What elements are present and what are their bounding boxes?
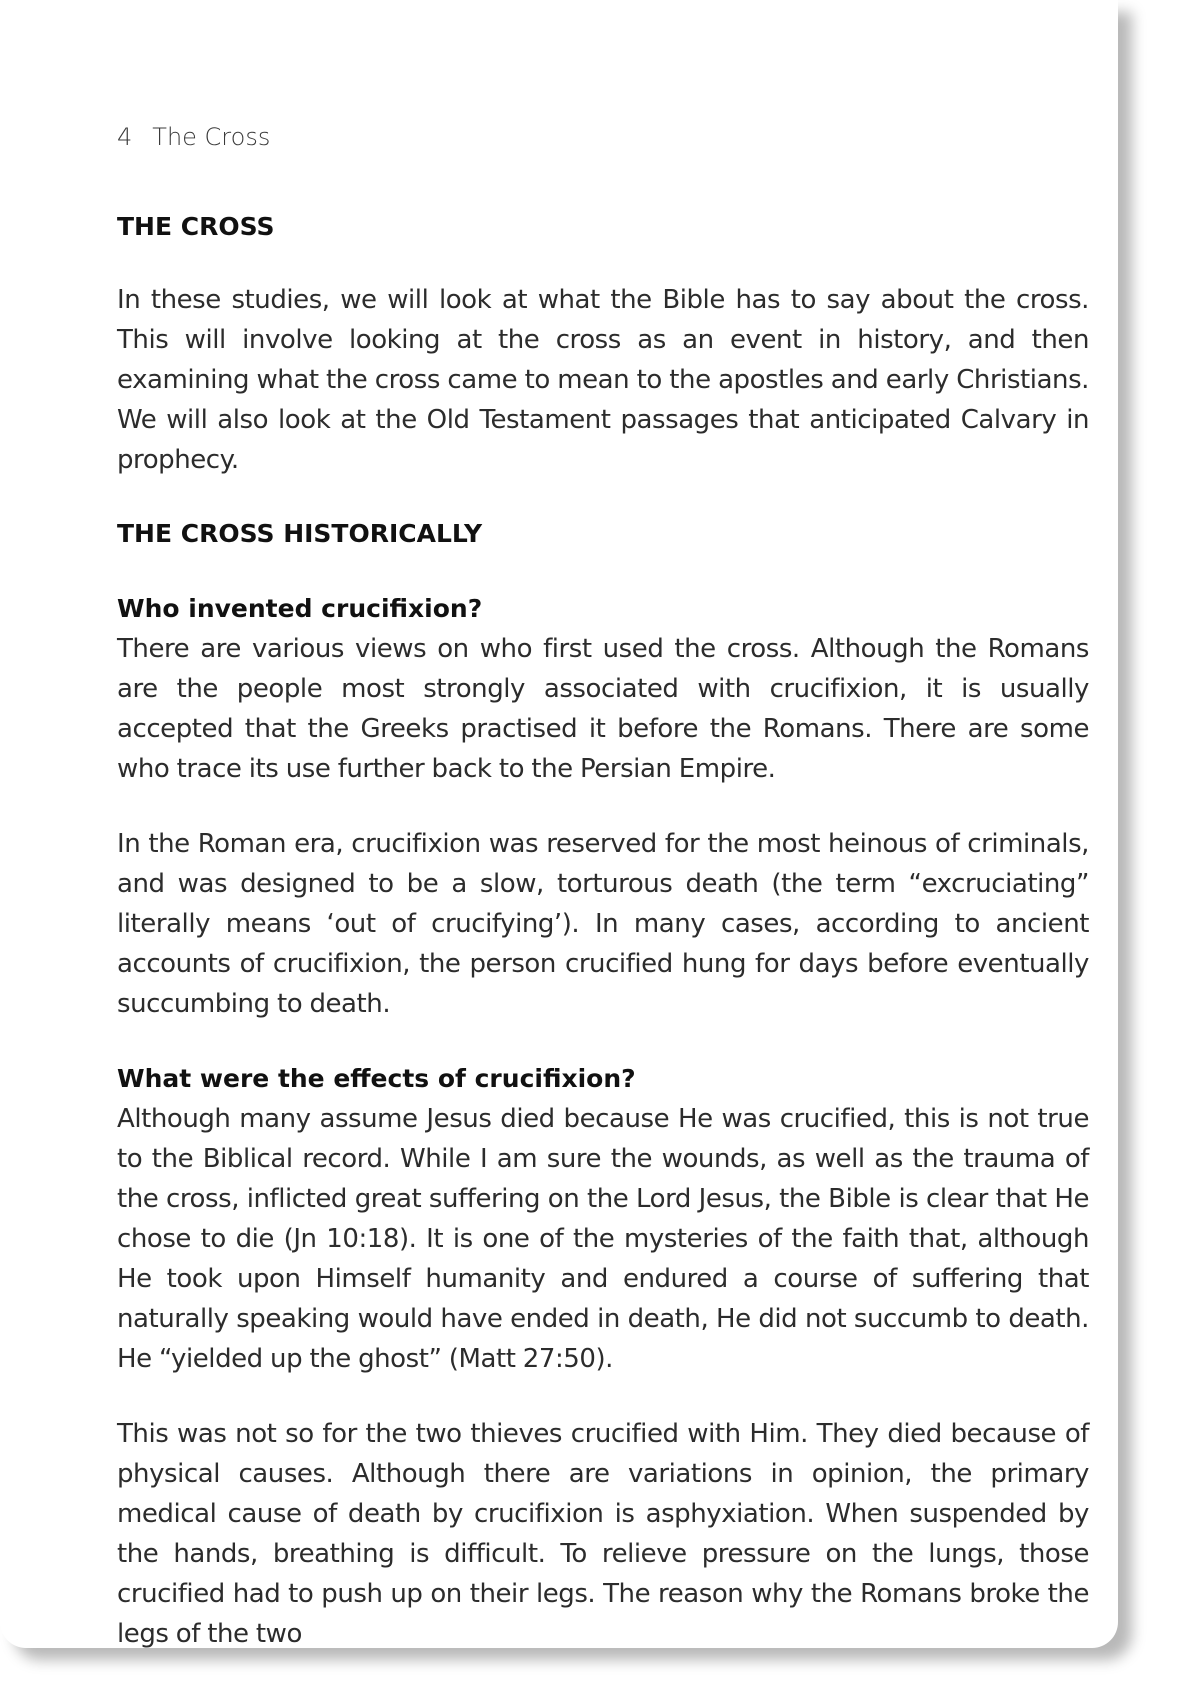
running-head-title: The Cross: [152, 123, 271, 151]
page-content: [117, 118, 1089, 1648]
paragraph-effects-1: Although many assume Jesus died because He was crucified, this is not true to the Biblical record. While I am sure the wounds, as well as the trauma of the cross, inflicted great suffering on the Lord Jesus, the Bible is clear that He chose to die (Jn 10:18). It is one of the mysteries of the faith that, although He took upon Himself humanity and endured a course of suffering that naturally speaking would have ended in death, He did not succumb to death. He “yielded up the ghost” (Matt 27:50).: [117, 1104, 1089, 1374]
subheading-who-invented: Who invented crucifixion?: [117, 594, 483, 623]
paragraph-who-invented-1: There are various views on who first used the cross. Although the Romans are the people most strongly associated with crucifixion, it is usually accepted that the Greeks practised it before the Romans. There are some who trace its use further back to the Persian Empire.: [117, 634, 1089, 784]
history-heading: THE CROSS HISTORICALLY: [117, 519, 483, 548]
intro-paragraph: In these studies, we will look at what the Bible has to say about the cross. This will involve looking at the cross as an event in history, and then examining what the cross came to mean to the apostles and early Christians. We will also look at the Old Testament passages that anticipated Calvary in prophecy.: [117, 285, 1089, 475]
subheading-effects: What were the effects of crucifixion?: [117, 1064, 636, 1093]
page-number: 4: [117, 123, 133, 151]
paragraph-who-invented-2: In the Roman era, crucifixion was reserved for the most heinous of criminals, and was designed to be a slow, torturous death (the term “excruciating” literally means ‘out of crucifying’). In many cases, according to ancient accounts of crucifixion, the person crucified hung for days before eventually succumbing to death.: [117, 829, 1089, 1019]
running-head: [117, 118, 1089, 156]
main-heading: THE CROSS: [117, 212, 275, 241]
paragraph-effects-2: This was not so for the two thieves crucified with Him. They died because of physical causes. Although there are variations in opinion, the primary medical cause of death by crucifixion is asphyxiation. When suspended by the hands, breathing is difficult. To relieve pressure on the lungs, those crucified had to push up on their legs. The reason why the Romans broke the legs of the two: [117, 1419, 1089, 1648]
